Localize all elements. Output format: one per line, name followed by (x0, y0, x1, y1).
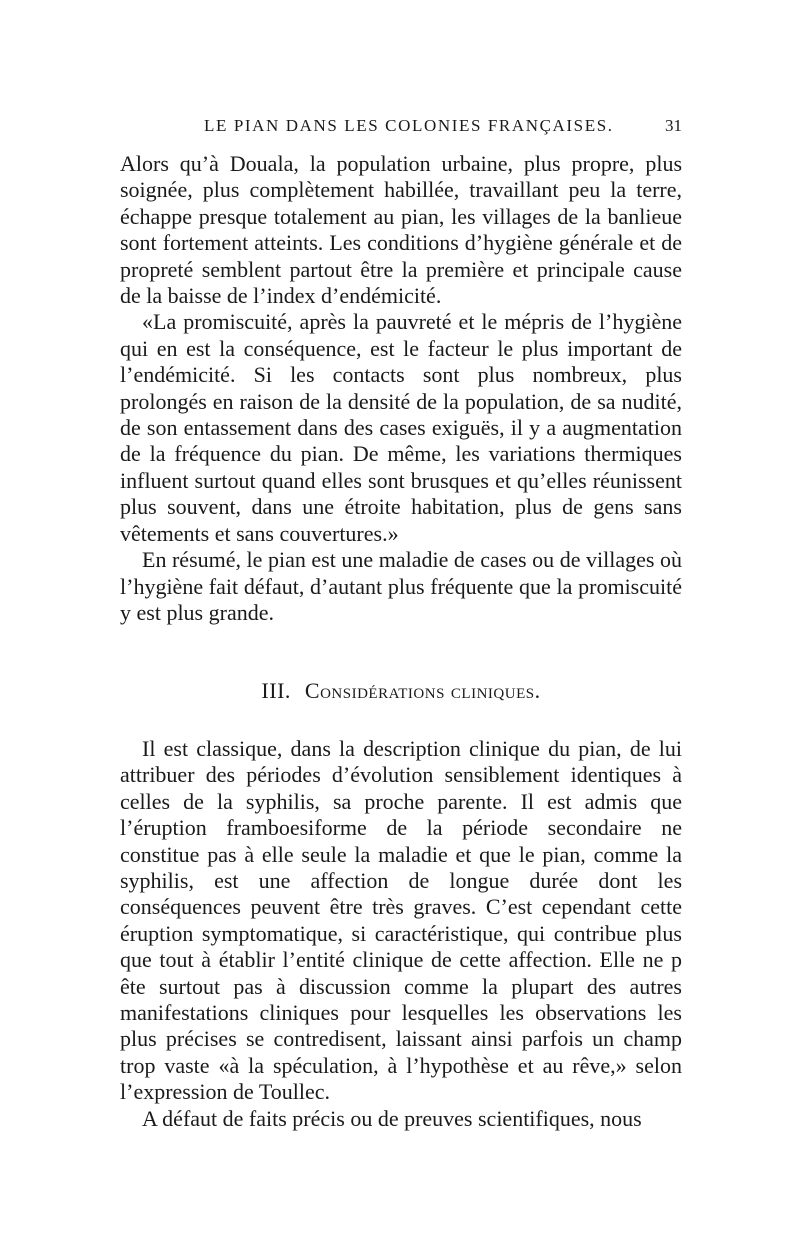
text-block-before-section (120, 151, 682, 626)
section-heading (120, 678, 682, 704)
paragraph: A défaut de faits précis ou de preuves scientifiques, nous (142, 1105, 642, 1131)
section-title: Considérations cliniques. (304, 678, 541, 703)
paragraph: En résumé, le pian est une maladie de cases ou de villages où l’hygiène fait défaut, d’autant plus fréquente que la promiscuité y est plus grande. (120, 547, 682, 625)
running-head (120, 116, 682, 140)
text-block-after-section (120, 736, 682, 1132)
section-number: III. (261, 678, 291, 703)
paragraph: Il est classique, dans la description clinique du pian, de lui attribuer des périodes d’évolution sensiblement identiques à celles de la syphilis, sa proche parente. Il est admis que l’éruption framboesiforme de la période secondaire ne constitue pas à elle seule la maladie et que le pian, comme la syphilis, est une affection de longue durée dont les conséquences peuvent être très graves. C’est cependant cette éruption symptomatique, si caractéristique, qui contribue plus que tout à établir l’entité clinique de cette affection. Elle ne p ête surtout pas à discussion comme la plupart des autres manifestations cliniques pour lesquelles les observations les plus précises se contredisent, laissant ainsi parfois un champ trop vaste «à la spéculation, à l’hypothèse et au rêve,» selon l’expression de Toullec. (120, 736, 682, 1105)
quoted-paragraph: «La promiscuité, après la pauvreté et le mépris de l’hygiène qui en est la conséquence, est le facteur le plus important de l’endémicité. Si les contacts sont plus nombreux, plus prolongés en raison de la densité de la population, de sa nudité, de son entassement dans des cases exiguës, il y a augmentation de la fréquence du pian. De même, les variations thermiques influent surtout quand elles sont brusques et qu’elles réunissent plus souvent, dans une étroite habitation, plus de gens sans vêtements et sans couvertures.» (120, 309, 682, 546)
running-title: LE PIAN DANS LES COLONIES FRANÇAISES. (204, 116, 614, 135)
paragraph: Alors qu’à Douala, la population urbaine, plus propre, plus soignée, plus complètement habillée, travaillant peu la terre, échappe presque totalement au pian, les villages de la banlieue sont fortement atteints. Les conditions d’hygiène générale et de propreté semblent partout être la première et principale cause de la baisse de l’index d’endémicité. (120, 151, 682, 309)
page-number: 31 (665, 116, 682, 135)
